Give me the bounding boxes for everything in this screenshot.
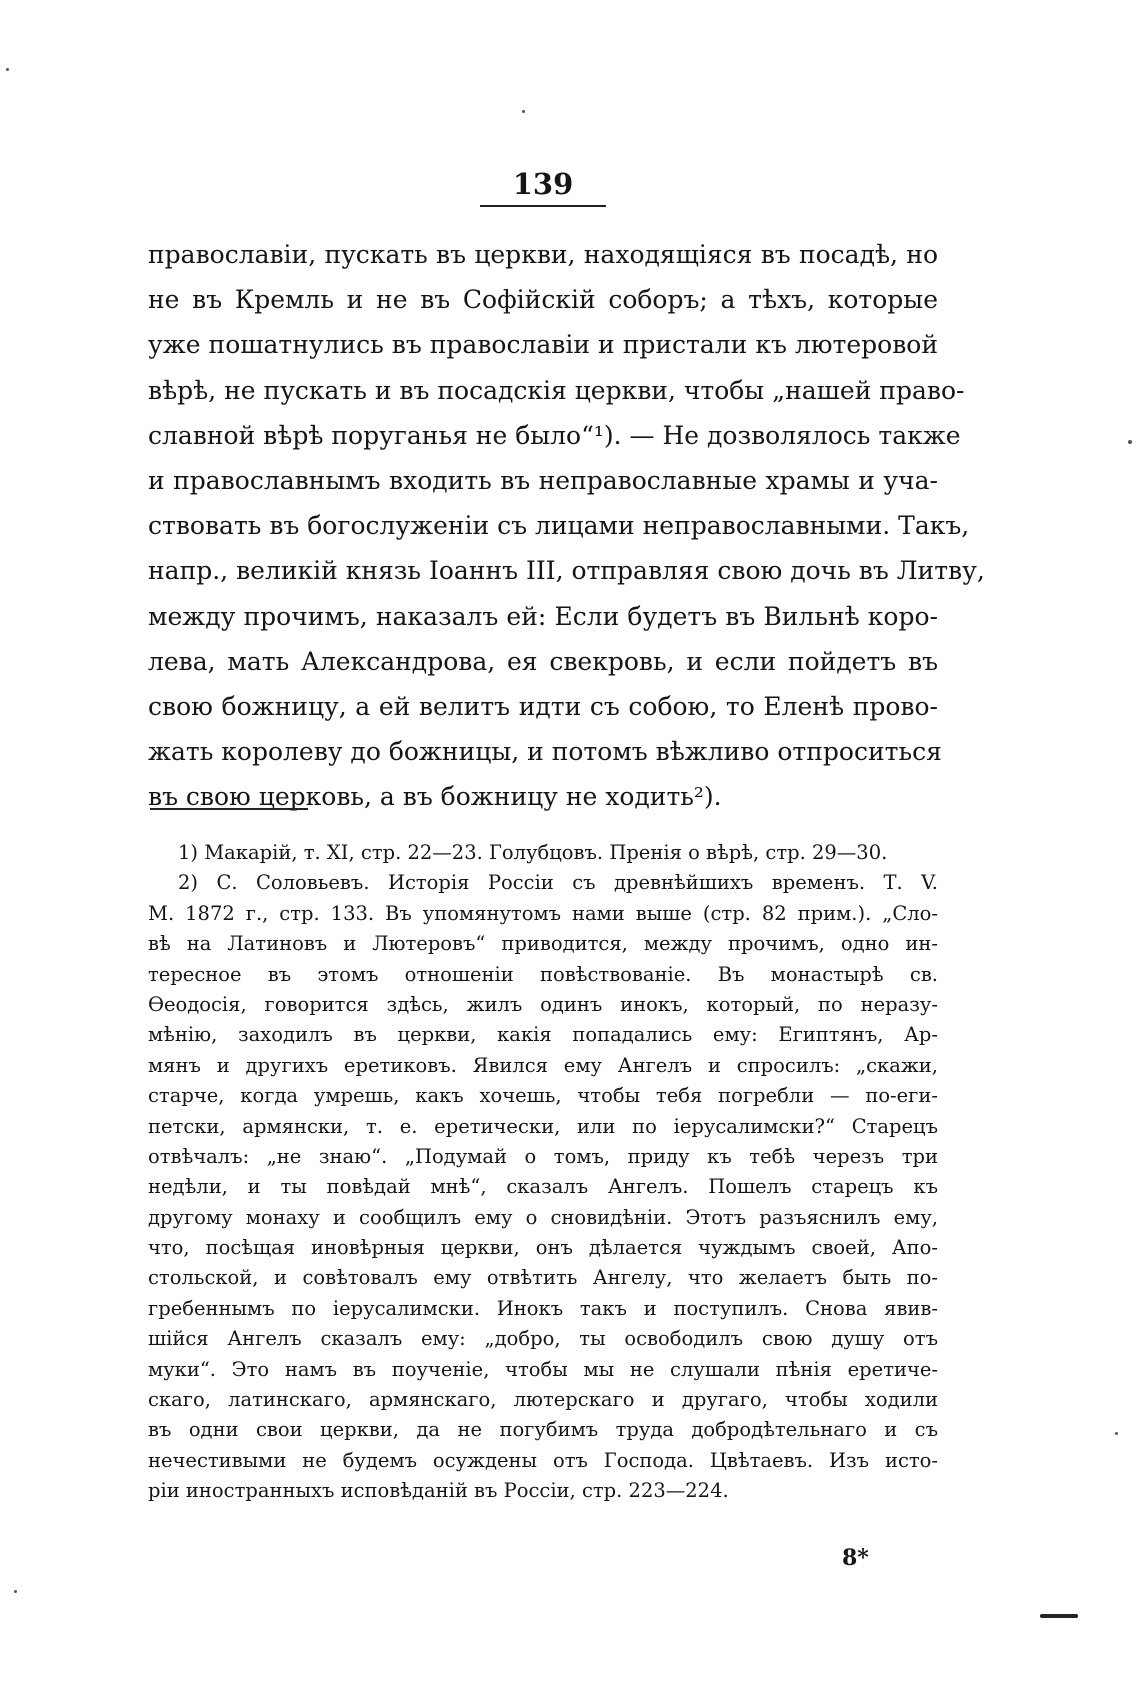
footnote-line: М. 1872 г., стр. 133. Въ упомянутомъ нами выше (стр. 82 прим.). „Сло-: [148, 901, 938, 925]
footnote-line: 2) С. Соловьевъ. Исторія Россіи съ древнѣйшихъ временъ. Т. V.: [178, 871, 938, 895]
main-text-line: вѣрѣ, не пускать и въ посадскія церкви, чтобы „нашей право-: [148, 375, 965, 405]
main-text-line: славной вѣрѣ поруганья не было“¹). — Не дозволялось также: [148, 420, 961, 450]
signature-mark: 8*: [842, 1545, 869, 1571]
page-number-rule: [480, 205, 606, 207]
main-text-line: лева, мать Александрова, ея свекровь, и если пойдетъ въ: [148, 646, 938, 676]
main-text-line: въ свою церковь, а въ божницу не ходить²).: [148, 782, 722, 812]
footnote-line: что, посѣщая иновѣрныя церкви, онъ дѣлается чуждымъ своей, Апо-: [148, 1236, 938, 1260]
scan-speck: [522, 110, 525, 113]
footnote-line: мѣнію, заходилъ въ церкви, какія попадались ему: Египтянъ, Ар-: [148, 1023, 938, 1047]
footnote-line: стольской, и совѣтовалъ ему отвѣтить Ангелу, что желаетъ быть по-: [148, 1266, 938, 1290]
scan-speck: [1128, 440, 1132, 444]
footnote-line: муки“. Это намъ въ поученіе, чтобы мы не слушали пѣнія еретиче-: [148, 1357, 938, 1381]
footnote-line: другому монаху и сообщилъ ему о сновидѣніи. Этотъ разъяснилъ ему,: [148, 1205, 938, 1229]
footnote-line: гребеннымъ по іерусалимски. Инокъ такъ и поступилъ. Снова явив-: [148, 1296, 938, 1320]
footnote-line: тересное въ этомъ отношеніи повѣствованіе. Въ монастырѣ св.: [148, 962, 938, 986]
main-text-line: и православнымъ входить въ неправославные храмы и уча-: [148, 465, 938, 495]
scan-speck: [1115, 1432, 1118, 1435]
main-text-line: православіи, пускать въ церкви, находящіяся въ посадѣ, но: [148, 240, 938, 269]
main-text-line: между прочимъ, наказалъ ей: Если будетъ въ Вильнѣ коро-: [148, 601, 938, 631]
footnote-line: старче, когда умрешь, какъ хочешь, чтобы тебя погребли — по-еги-: [148, 1084, 938, 1108]
main-text-line: не въ Кремль и не въ Софійскій соборъ; а тѣхъ, которые: [148, 285, 938, 315]
footnote-line: вѣ на Латиновъ и Лютеровъ“ приводится, между прочимъ, одно ин-: [148, 932, 938, 956]
main-text-line: жать королеву до божницы, и потомъ вѣжливо отпроситься: [148, 737, 942, 767]
main-text-line: свою божницу, а ей велитъ идти съ собою, то Еленѣ прово-: [148, 691, 938, 721]
footnotes: [148, 838, 938, 1507]
scan-speck: [6, 68, 9, 71]
footnote-line: отвѣчалъ: „не знаю“. „Подумай о томъ, приду къ тебѣ черезъ три: [148, 1144, 938, 1168]
main-text: [148, 232, 985, 819]
main-text-line: напр., великій князь Іоаннъ III, отправляя свою дочь въ Литву,: [148, 556, 985, 586]
main-text-line: уже пошатнулись въ православіи и пристали къ лютеровой: [148, 330, 938, 360]
footnote-line: мянъ и другихъ еретиковъ. Явился ему Ангелъ и спросилъ: „скажи,: [148, 1053, 938, 1077]
footnote-line: Ѳеодосія, говорится здѣсь, жилъ одинъ инокъ, который, по неразу-: [148, 992, 938, 1016]
page-number: 139: [512, 167, 574, 201]
footnote-line: ріи иностранныхъ исповѣданій въ Россіи, стр. 223—224.: [148, 1479, 729, 1503]
main-text-line: ствовать въ богослуженіи съ лицами неправославными. Такъ,: [148, 511, 970, 541]
footnote-line: недѣли, и ты повѣдай мнѣ“, сказалъ Ангелъ. Пошелъ старецъ къ: [148, 1175, 938, 1199]
footnote-line: скаго, латинскаго, армянскаго, лютерскаго и другаго, чтобы ходили: [148, 1388, 938, 1412]
footnote-line: 1) Макарій, т. XI, стр. 22—23. Голубцовъ. Пренія о вѣрѣ, стр. 29—30.: [178, 841, 888, 864]
scan-speck: [14, 1590, 17, 1593]
footnote-line: въ одни свои церкви, да не погубимъ труда добродѣтельнаго и съ: [148, 1418, 938, 1442]
footnote-line: шійся Ангелъ сказалъ ему: „добро, ты освободилъ свою душу отъ: [148, 1327, 938, 1351]
footnote-line: петски, армянски, т. е. еретически, или по іерусалимски?“ Старецъ: [148, 1114, 938, 1138]
footnote-line: нечестивыми не будемъ осуждены отъ Господа. Цвѣтаевъ. Изъ исто-: [148, 1448, 938, 1472]
scan-dash-mark: [1040, 1614, 1078, 1618]
footnote-rule: [150, 808, 308, 810]
